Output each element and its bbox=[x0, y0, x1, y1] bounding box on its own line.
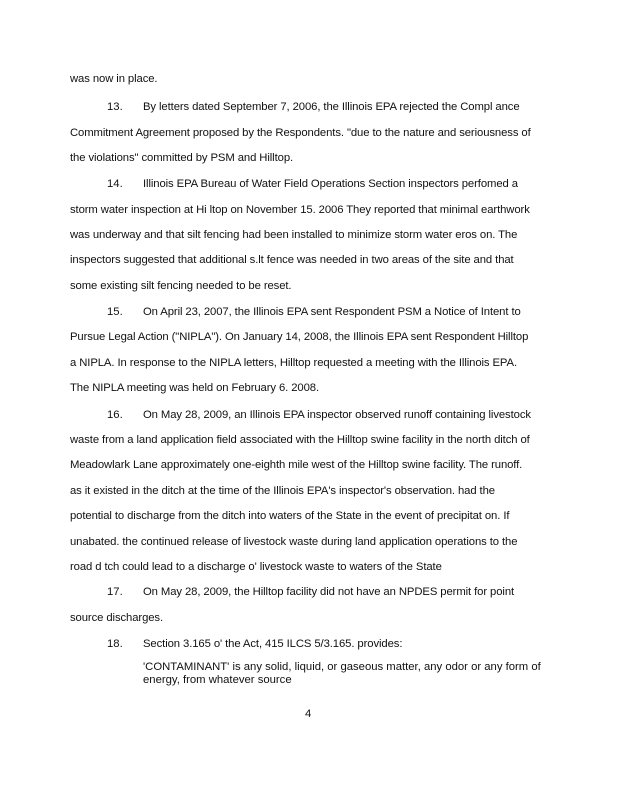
paragraph-number: 17. bbox=[107, 586, 123, 598]
text-line: some existing silt fencing needed to be reset. bbox=[70, 280, 292, 292]
paragraph-number: 14. bbox=[107, 178, 123, 190]
text-line: Section 3.165 o' the Act, 415 ILCS 5/3.165. provides: bbox=[143, 638, 403, 650]
text-line: road d tch could lead to a discharge o' livestock waste to waters of the State bbox=[70, 561, 442, 573]
block-quote-line: 'CONTAMINANT' is any solid, liquid, or gaseous matter, any odor or any form of bbox=[143, 661, 541, 673]
paragraph-number: 13. bbox=[107, 101, 123, 113]
text-line: By letters dated September 7, 2006, the Illinois EPA rejected the Compl ance bbox=[143, 101, 520, 113]
text-line: storm water inspection at Hi ltop on November 15. 2006 They reported that minimal earthwork bbox=[70, 204, 530, 216]
text-line: as it existed in the ditch at the time of the Illinois EPA's inspector's observation. had the bbox=[70, 485, 495, 497]
text-line: On April 23, 2007, the Illinois EPA sent Respondent PSM a Notice of Intent to bbox=[143, 306, 521, 318]
text-line: The NIPLA meeting was held on February 6. 2008. bbox=[70, 382, 320, 394]
text-line: Illinois EPA Bureau of Water Field Operations Section inspectors perfomed a bbox=[143, 178, 518, 190]
text-line: was underway and that silt fencing had been installed to minimize storm water eros on. The bbox=[70, 229, 518, 241]
paragraph-number: 18. bbox=[107, 638, 123, 650]
text-line: potential to discharge from the ditch into waters of the State in the event of precipitat on. If bbox=[70, 510, 510, 522]
text-line: waste from a land application field associated with the Hilltop swine facility in the north ditch of bbox=[70, 434, 530, 446]
text-line: a NIPLA. In response to the NIPLA letters, Hilltop requested a meeting with the Illinois EPA. bbox=[70, 357, 517, 369]
paragraph-number: 15. bbox=[107, 306, 123, 318]
page-number: 4 bbox=[305, 708, 312, 720]
paragraph-number: 16. bbox=[107, 409, 123, 421]
text-line: On May 28, 2009, the Hilltop facility did not have an NPDES permit for point bbox=[143, 586, 515, 598]
text-line: unabated. the continued release of livestock waste during land application operations to the bbox=[70, 536, 518, 548]
text-line: the violations" committed by PSM and Hilltop. bbox=[70, 152, 294, 164]
text-line: Commitment Agreement proposed by the Respondents. "due to the nature and seriousness of bbox=[70, 127, 531, 139]
block-quote-line: energy, from whatever source bbox=[143, 674, 292, 686]
text-line: Pursue Legal Action ("NIPLA"). On January 14, 2008, the Illinois EPA sent Respondent Hilltop bbox=[70, 331, 529, 343]
text-line: inspectors suggested that additional s.lt fence was needed in two areas of the site and that bbox=[70, 254, 514, 266]
text-line: On May 28, 2009, an Illinois EPA inspector observed runoff containing livestock bbox=[143, 409, 531, 421]
text-line: source discharges. bbox=[70, 612, 164, 624]
text-line: Meadowlark Lane approximately one-eighth mile west of the Hilltop swine facility. The runoff. bbox=[70, 459, 523, 471]
text-line: was now in place. bbox=[70, 73, 158, 85]
